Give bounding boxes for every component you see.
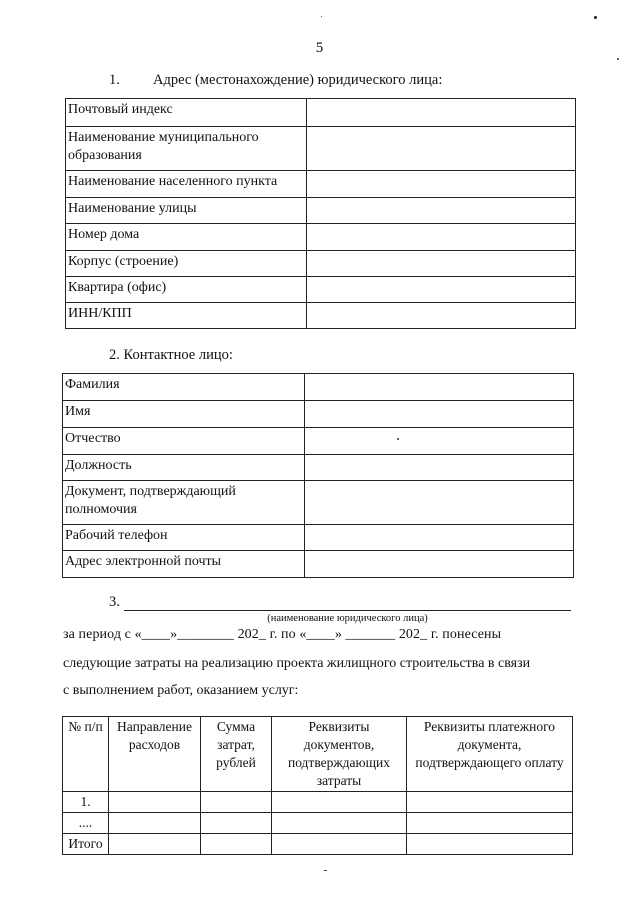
settlement-field[interactable]	[307, 171, 576, 198]
postal-code-field[interactable]	[307, 99, 576, 127]
scan-speck	[397, 438, 399, 440]
table-row	[66, 198, 576, 224]
row-label: Наименование улицы	[66, 198, 307, 224]
table-cell[interactable]	[109, 792, 201, 813]
row-label: Наименование населенного пункта	[66, 171, 307, 198]
header-cell: Сумма затрат, рублей	[201, 717, 272, 792]
row-label: Имя	[63, 401, 305, 428]
header-cell: Реквизиты платежного документа, подтверждающего оплату	[407, 717, 573, 792]
table-row	[63, 525, 574, 551]
row-number-cell: 1.	[63, 792, 109, 813]
row-label: ИНН/КПП	[66, 303, 307, 329]
scan-speck	[324, 870, 327, 871]
row-label: Документ, подтверждающий полномочия	[63, 481, 305, 525]
row-label: Адрес электронной почты	[63, 551, 305, 578]
table-cell[interactable]	[407, 792, 573, 813]
table-row	[63, 551, 574, 578]
email-field[interactable]	[305, 551, 574, 578]
scan-speck	[594, 16, 597, 19]
table-cell[interactable]	[201, 792, 272, 813]
table-row	[66, 127, 576, 171]
table-cell[interactable]	[201, 813, 272, 834]
table-cell[interactable]	[407, 813, 573, 834]
section1-number: 1.	[109, 72, 120, 88]
section2-title: 2. Контактное лицо:	[109, 347, 233, 363]
office-field[interactable]	[307, 277, 576, 303]
expenses-intro-line: следующие затраты на реализацию проекта жилищного строительства в связи	[63, 656, 531, 671]
expenses-intro-line-2: с выполнением работ, оказанием услуг:	[63, 683, 299, 698]
table-row	[66, 224, 576, 251]
table-row	[66, 251, 576, 277]
period-line: за период с «____»________ 202_ г. по «____» _______ 202_ г. понесены	[63, 627, 502, 642]
table-cell[interactable]	[272, 813, 407, 834]
expenses-table	[62, 716, 573, 855]
table-cell[interactable]	[109, 813, 201, 834]
row-label: Корпус (строение)	[66, 251, 307, 277]
scan-speck	[617, 58, 619, 60]
table-cell[interactable]	[407, 834, 573, 855]
row-label: Номер дома	[66, 224, 307, 251]
row-number-cell: ....	[63, 813, 109, 834]
total-row	[63, 834, 573, 855]
row-label: Наименование муниципального образования	[66, 127, 307, 171]
house-number-field[interactable]	[307, 224, 576, 251]
section3-number: 3.	[109, 594, 120, 610]
row-label: Рабочий телефон	[63, 525, 305, 551]
row-label: Отчество	[63, 428, 305, 455]
legal-address-table	[65, 98, 576, 329]
street-field[interactable]	[307, 198, 576, 224]
position-field[interactable]	[305, 455, 574, 481]
first-name-field[interactable]	[305, 401, 574, 428]
row-label: Квартира (офис)	[66, 277, 307, 303]
table-row	[63, 813, 573, 834]
municipality-field[interactable]	[307, 127, 576, 171]
table-row	[63, 792, 573, 813]
table-row	[63, 374, 574, 401]
table-row	[63, 401, 574, 428]
table-row	[66, 171, 576, 198]
table-cell[interactable]	[272, 834, 407, 855]
contact-person-table	[62, 373, 574, 578]
row-label: Должность	[63, 455, 305, 481]
authority-document-field[interactable]	[305, 481, 574, 525]
inn-kpp-field[interactable]	[307, 303, 576, 329]
table-header-row	[63, 717, 573, 792]
table-row	[63, 481, 574, 525]
table-cell[interactable]	[109, 834, 201, 855]
scan-speck	[321, 16, 322, 17]
surname-field[interactable]	[305, 374, 574, 401]
section1-title: Адрес (местонахождение) юридического лица:	[153, 72, 443, 88]
row-label: Фамилия	[63, 374, 305, 401]
patronymic-field[interactable]	[305, 428, 574, 455]
table-row	[66, 99, 576, 127]
building-field[interactable]	[307, 251, 576, 277]
table-cell[interactable]	[201, 834, 272, 855]
header-cell: № п/п	[63, 717, 109, 792]
table-cell[interactable]	[272, 792, 407, 813]
row-label: Почтовый индекс	[66, 99, 307, 127]
legal-entity-name-line[interactable]	[124, 610, 571, 611]
table-row	[66, 277, 576, 303]
table-row	[63, 455, 574, 481]
table-row	[66, 303, 576, 329]
legal-entity-name-caption: (наименование юридического лица)	[267, 613, 428, 624]
total-label-cell: Итого	[63, 834, 109, 855]
header-cell: Реквизиты документов, подтверждающих затраты	[272, 717, 407, 792]
table-row	[63, 428, 574, 455]
header-cell: Направление расходов	[109, 717, 201, 792]
work-phone-field[interactable]	[305, 525, 574, 551]
page-number: 5	[315, 40, 324, 56]
